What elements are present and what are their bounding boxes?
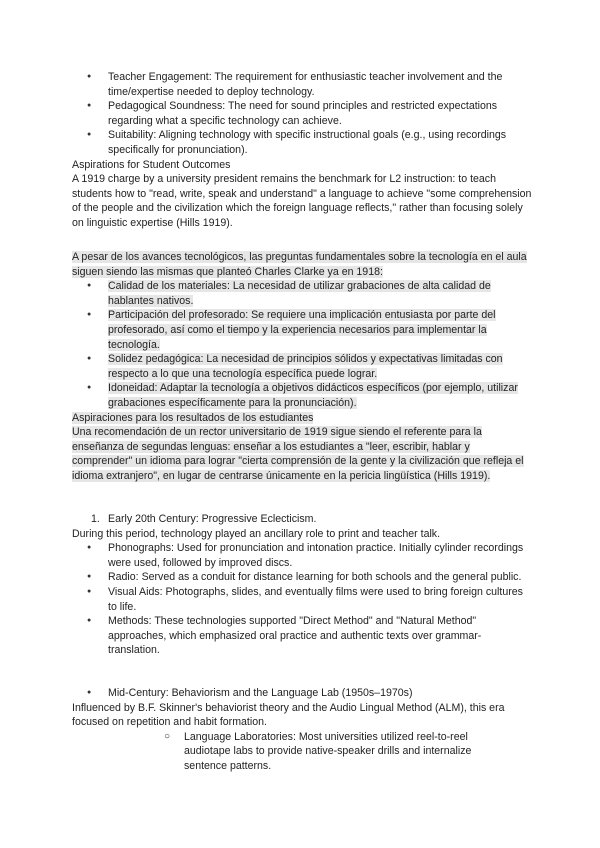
section-mid-century — [72, 686, 532, 774]
list-item: ● Visual Aids: Photographs, slides, and eventually films were used to bring foreign cultures to life. — [72, 585, 532, 614]
sub-bullet-list — [164, 730, 504, 774]
section-early-20th-century — [72, 512, 532, 658]
intro-section — [72, 70, 532, 231]
spanish-paragraph: Una recomendación de un rector universitario de 1919 sigue siendo el referente para la enseñanza de segundas lenguas: enseñar a los estudiantes a "leer, escribir, hablar y comprender" un idioma para lograr "cierta comprensión de la gente y la civilización que refleja el idioma extranjero", en lugar de centrarse únicamente en la pericia lingüística (Hills 1919). — [72, 426, 524, 482]
list-item: ● Calidad de los materiales: La necesidad de utilizar grabaciones de alta calidad de hablantes nativos. — [72, 279, 532, 308]
spanish-section — [72, 250, 532, 484]
list-item: ● Pedagogical Soundness: The need for sound principles and restricted expectations regarding what a specific technology can achieve. — [72, 99, 532, 128]
aspirations-heading: Aspirations for Student Outcomes — [72, 158, 231, 171]
aspirations-paragraph: A 1919 charge by a university president remains the benchmark for L2 instruction: to teach students how to "read, write, speak and understand" a language to achieve "some comprehension of the people and the civilization which the foreign language reflects," rather than focusing solely on linguistic expertise (Hills 1919). — [72, 173, 532, 229]
list-item: ● Participación del profesorado: Se requiere una implicación entusiasta por parte del profesorado, así como el tiempo y la experiencia necesarios para implementar la tecnología. — [72, 308, 532, 352]
intro-bullet-list — [72, 70, 532, 158]
section-number: 1. — [91, 513, 100, 525]
list-item: ● Solidez pedagógica: La necesidad de principios sólidos y expectativas limitadas con respecto a lo que una tecnología específica puede lograr. — [72, 352, 532, 381]
spanish-heading: Aspiraciones para los resultados de los estudiantes — [72, 411, 314, 424]
list-item: ● Suitability: Aligning technology with specific instructional goals (e.g., using recordings specifically for pronunciation). — [72, 128, 532, 157]
list-item: ● Idoneidad: Adaptar la tecnología a objetivos didácticos específicos (por ejemplo, utilizar grabaciones específicamente para la pronunciación). — [72, 381, 532, 410]
list-item: ● Radio: Served as a conduit for distance learning for both schools and the general public. — [72, 570, 532, 585]
section-title: 1. Early 20th Century: Progressive Eclecticism. — [91, 513, 317, 525]
list-item: ● Methods: These technologies supported "Direct Method" and "Natural Method" approaches, which emphasized oral practice and authentic texts over grammar-translation. — [72, 614, 532, 658]
list-item: ● Teacher Engagement: The requirement for enthusiastic teacher involvement and the time/expertise needed to deploy technology. — [72, 70, 532, 99]
section-title: ● Mid-Century: Behaviorism and the Language Lab (1950s–1970s) — [72, 686, 532, 701]
spanish-bullet-list — [72, 279, 532, 410]
list-item: ○ Language Laboratories: Most universities utilized reel-to-reel audiotape labs to provide native-speaker drills and internalize sentence patterns. — [164, 730, 504, 774]
spanish-intro: A pesar de los avances tecnológicos, las preguntas fundamentales sobre la tecnología en el aula siguen siendo las mismas que planteó Charles Clarke ya en 1918: — [72, 251, 527, 278]
section-paragraph: Influenced by B.F. Skinner's behaviorist theory and the Audio Lingual Method (ALM), this era focused on repetition and habit formation. — [72, 701, 505, 729]
section-heading-bullet — [72, 686, 532, 701]
section-bullet-list — [72, 541, 532, 658]
list-item: ● Phonographs: Used for pronunciation and intonation practice. Initially cylinder recordings were used, followed by improved discs. — [72, 541, 532, 570]
section-paragraph: During this period, technology played an ancillary role to print and teacher talk. — [72, 527, 441, 540]
